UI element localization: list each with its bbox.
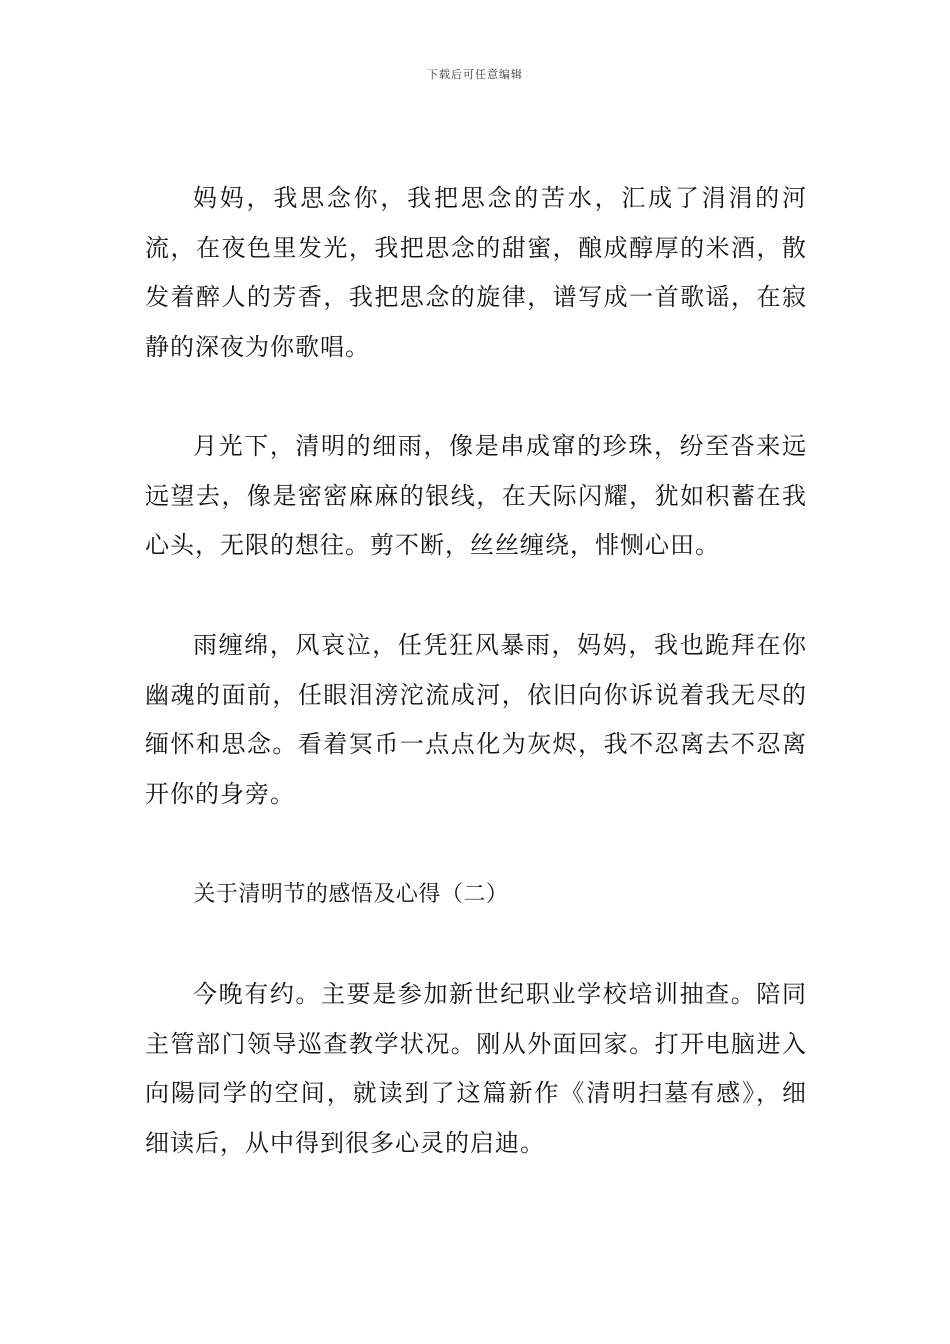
para-1-block (145, 174, 807, 372)
paragraph-2: 月光下，清明的细雨，像是串成窜的珍珠，纷至沓来远远望去，像是密密麻麻的银线，在天际闪耀，犹如积蓄在我心头，无限的想往。剪不断，丝丝缠绕，悱恻心田。 (145, 432, 807, 559)
page-header: 下载后可任意编辑 (427, 68, 523, 81)
paragraph-3: 雨缠绵，风哀泣，任凭狂风暴雨，妈妈，我也跪拜在你幽魂的面前，任眼泪滂沱流成河，依旧向你诉说着我无尽的缅怀和思念。看着冥币一点点化为灰烬，我不忍离去不忍离开你的身旁。 (145, 631, 807, 808)
paragraph-4: 今晚有约。主要是参加新世纪职业学校培训抽查。陪同主管部门领导巡查教学状况。刚从外面回家。打开电脑进入向陽同学的空间，就读到了这篇新作《清明扫墓有感》，细细读后，从中得到很多心灵的启迪。 (145, 980, 807, 1157)
section-heading: 关于清明节的感悟及心得（二） (193, 882, 509, 907)
para-2-block (145, 422, 807, 571)
section-heading-block (145, 870, 807, 920)
para-4-block (145, 970, 807, 1168)
para-3-block (145, 621, 807, 819)
paragraph-1: 妈妈，我思念你，我把思念的苦水，汇成了涓涓的河流，在夜色里发光，我把思念的甜蜜，酿成醇厚的米酒，散发着醉人的芳香，我把思念的旋律，谱写成一首歌谣，在寂静的深夜为你歌唱。 (145, 184, 807, 361)
